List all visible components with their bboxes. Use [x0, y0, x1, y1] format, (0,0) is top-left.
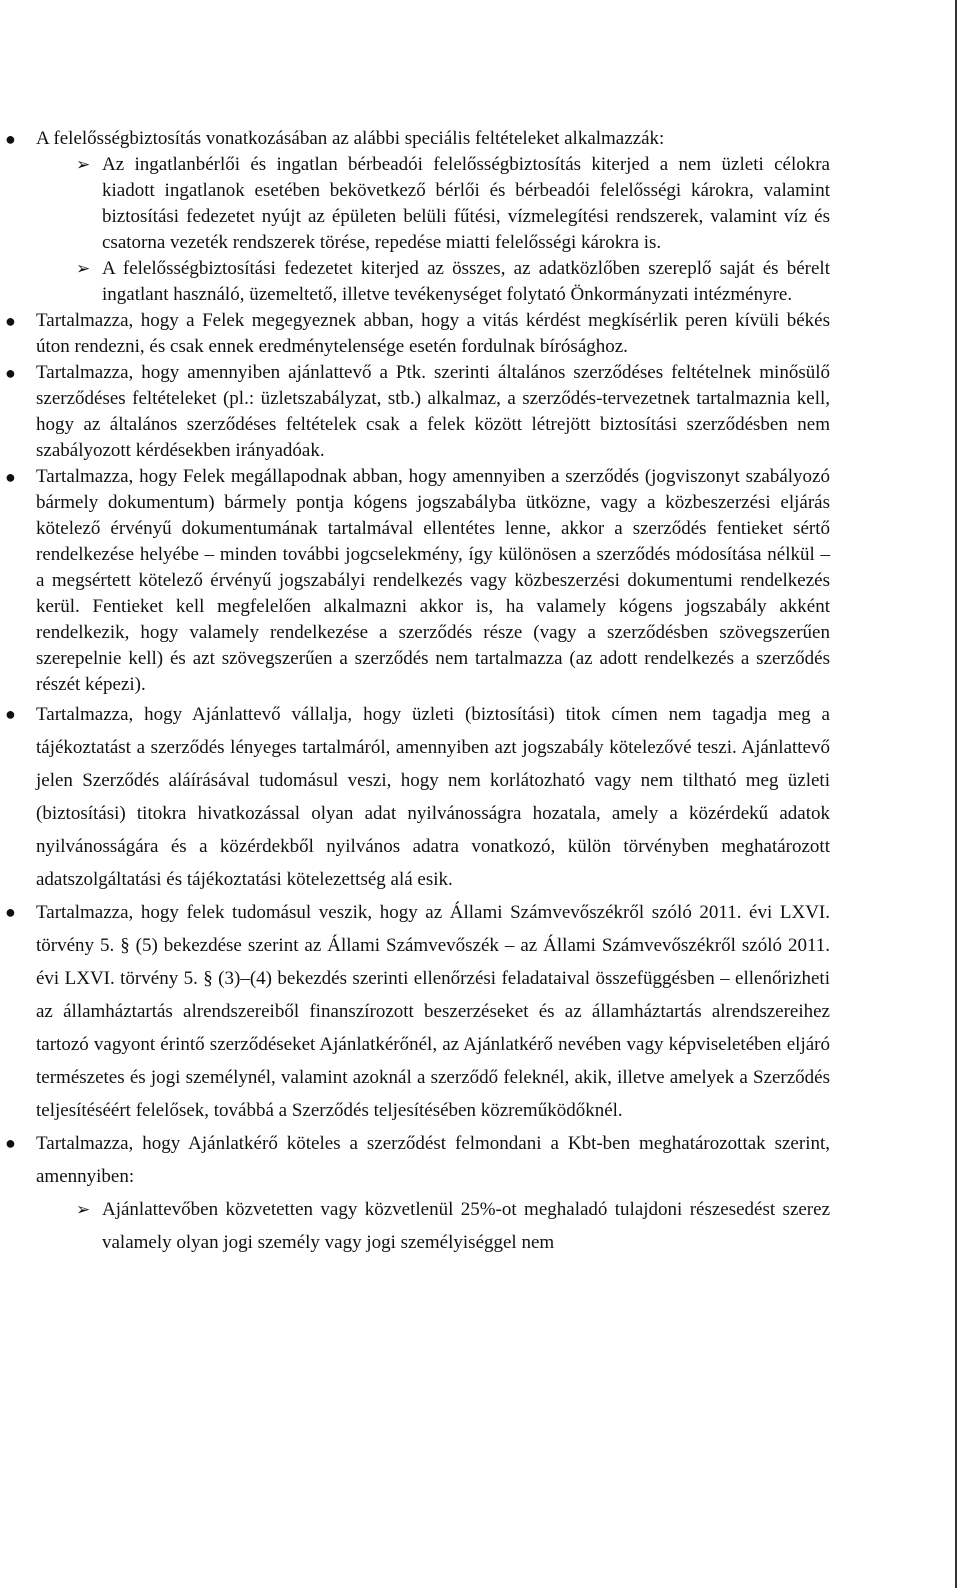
bullet-icon: ● [5, 363, 16, 383]
arrow-bullet-icon: ➢ [76, 155, 91, 174]
paragraph-3 [5, 360, 830, 464]
paragraph-text: A felelősségbiztosítás vonatkozásában az alábbi speciális feltételeket alkalmazzák: [36, 128, 665, 149]
bullet-icon: ● [5, 311, 16, 331]
paragraph-text: Tartalmazza, hogy Ajánlattevő vállalja, hogy üzleti (biztosítási) titok címen nem tagadja meg a tájékoztatást a szerződés lényeges tartalmáról, amennyiben azt jogszabály kötelezővé teszi. Ajánlattevő jelen Szerződés aláírásával tudomásul veszi, hogy nem korlátozható vagy nem tiltható meg üzleti (biztosítási) titokra hivatkozással olyan adat nyilvánosságra hozatala, amely a közérdekű adatok nyilvánosságára és a közérdekből nyilvános adatra vonatkozó, külön törvényben meghatározott adatszolgáltatási és tájékoztatási kötelezettség alá esik. [36, 704, 830, 890]
paragraph-2 [5, 308, 830, 360]
bullet-icon: ● [5, 902, 16, 922]
paragraph-text: Tartalmazza, hogy a Felek megegyeznek abban, hogy a vitás kérdést megkísérlik peren kívüli békés úton rendezni, és csak ennek eredménytelensége esetén fordulnak bírósághoz. [36, 310, 830, 357]
paragraph-text: Tartalmazza, hogy amennyiben ajánlattevő a Ptk. szerinti általános szerződéses feltételnek minősülő szerződéses feltételeket (pl.: üzletszabályzat, stb.) alkalmaz, a szerződés-tervezetnek tartalmaznia kell, hogy az általános szerződéses feltételek csak a felek között létrejött biztosítási szerződésben nem szabályozott kérdésekben irányadóak. [36, 362, 830, 461]
subitem-1-1 [36, 152, 830, 256]
paragraph-7 [5, 1127, 830, 1193]
paragraph-4 [5, 464, 830, 698]
bullet-icon: ● [5, 1133, 16, 1153]
bullet-icon: ● [5, 704, 16, 724]
subitem-7-1 [36, 1193, 830, 1259]
paragraph-text: Tartalmazza, hogy Felek megállapodnak abban, hogy amennyiben a szerződés (jogviszonyt szabályozó bármely dokumentum) bármely pontja kógens jogszabályba ütközne, vagy a közbeszerzési eljárás kötelező érvényű dokumentumának tartalmával ellentétes lenne, akkor a szerződés fentieket sértő rendelkezése helyébe – minden további jogcselekmény, így különösen a szerződés módosítása nélkül – a megsértett kötelező érvényű jogszabályi rendelkezés vagy közbeszerzési dokumentumi rendelkezés kerül. Fentieket kell megfelelően alkalmazni akkor is, ha valamely kógens jogszabály akként rendelkezik, hogy valamely rendelkezése a szerződés része (vagy a szerződésben szövegszerűen szerepelnie kell) és azt szövegszerűen a szerződés nem tartalmazza (az adott rendelkezés a szerződés részét képezi). [36, 466, 830, 695]
subitem-text: Az ingatlanbérlői és ingatlan bérbeadói felelősségbiztosítás kiterjed a nem üzleti célokra kiadott ingatlanok esetében bekövetkező bérlői és bérbeadói felelősségi károkra, valamint biztosítási fedezetet nyújt az épületen belüli fűtési, vízmelegítési rendszerek, valamint víz és csatorna vezeték rendszerek törése, repedése miatti felelősségi károkra is. [102, 154, 830, 253]
arrow-bullet-icon: ➢ [76, 1200, 91, 1219]
bullet-icon: ● [5, 467, 16, 487]
document-page [5, 126, 830, 1259]
paragraph-6 [5, 896, 830, 1127]
arrow-bullet-icon: ➢ [76, 259, 91, 278]
paragraph-1 [5, 126, 830, 152]
paragraph-text: Tartalmazza, hogy felek tudomásul veszik, hogy az Állami Számvevőszékről szóló 2011. évi LXVI. törvény 5. § (5) bekezdése szerint az Állami Számvevőszék – az Állami Számvevőszékről szóló 2011. évi LXVI. törvény 5. § (3)–(4) bekezdés szerinti ellenőrzési feladataival összefüggésben – ellenőrizheti az államháztartás alrendszereiből finanszírozott beszerzéseket és az államháztartás alrendszereihez tartozó vagyont érintő szerződéseket Ajánlatkérőnél, az Ajánlatkérő nevében vagy képviseletében eljáró természetes és jogi személynél, valamint azoknál a szerződő feleknél, akik, illetve amelyek a Szerződés teljesítéséért felelősek, továbbá a Szerződés teljesítésében közreműködőknél. [36, 902, 830, 1121]
paragraph-text: Tartalmazza, hogy Ajánlatkérő köteles a szerződést felmondani a Kbt-ben meghatározottak szerint, amennyiben: [36, 1133, 830, 1187]
subitem-text: Ajánlattevőben közvetetten vagy közvetlenül 25%-ot meghaladó tulajdoni részesedést szerez valamely olyan jogi személy vagy jogi személyiséggel nem [102, 1199, 830, 1253]
paragraph-5 [5, 698, 830, 896]
page-edge-divider [955, 0, 957, 1588]
subitem-1-2 [36, 256, 830, 308]
bullet-icon: ● [5, 129, 16, 149]
subitem-text: A felelősségbiztosítási fedezetet kiterjed az összes, az adatközlőben szereplő saját és bérelt ingatlant használó, üzemeltető, illetve tevékenységet folytató Önkormányzati intézményre. [102, 258, 830, 305]
